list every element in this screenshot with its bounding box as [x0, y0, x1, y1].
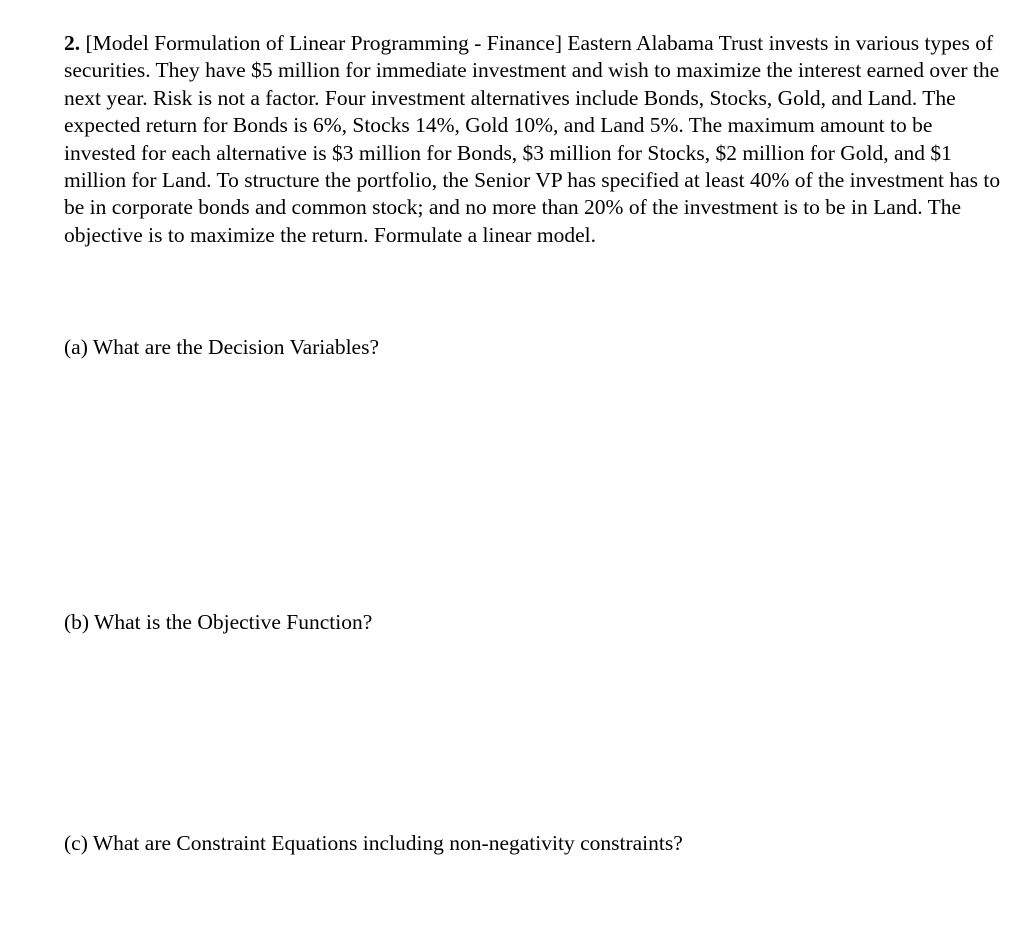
problem-text: [Model Formulation of Linear Programming - Finance] Eastern Alabama Trust invests in various types of securities. They have $5 million for immediate investment and wish to maximize the interest earned over the next year. Risk is not a factor. Four investment alternatives include Bonds, Stocks, Gold, and Land. The expected return for Bonds is 6%, Stocks 14%, Gold 10%, and Land 5%. The maximum amount to be invested for each alternative is $3 million for Bonds, $3 million for Stocks, $2 million for Gold, and $1 million for Land. To structure the portfolio, the Senior VP has specified at least 40% of the investment has to be in corporate bonds and common stock; and no more than 20% of the investment is to be in Land. The objective is to maximize the return. Formulate a linear model.: [64, 31, 1001, 247]
question-b: (b) What is the Objective Function?: [64, 610, 373, 634]
problem-statement: [64, 30, 1004, 249]
question-c: (c) What are Constraint Equations including non-negativity constraints?: [64, 831, 683, 855]
question-a: (a) What are the Decision Variables?: [64, 335, 379, 359]
problem-number: 2.: [64, 31, 81, 55]
